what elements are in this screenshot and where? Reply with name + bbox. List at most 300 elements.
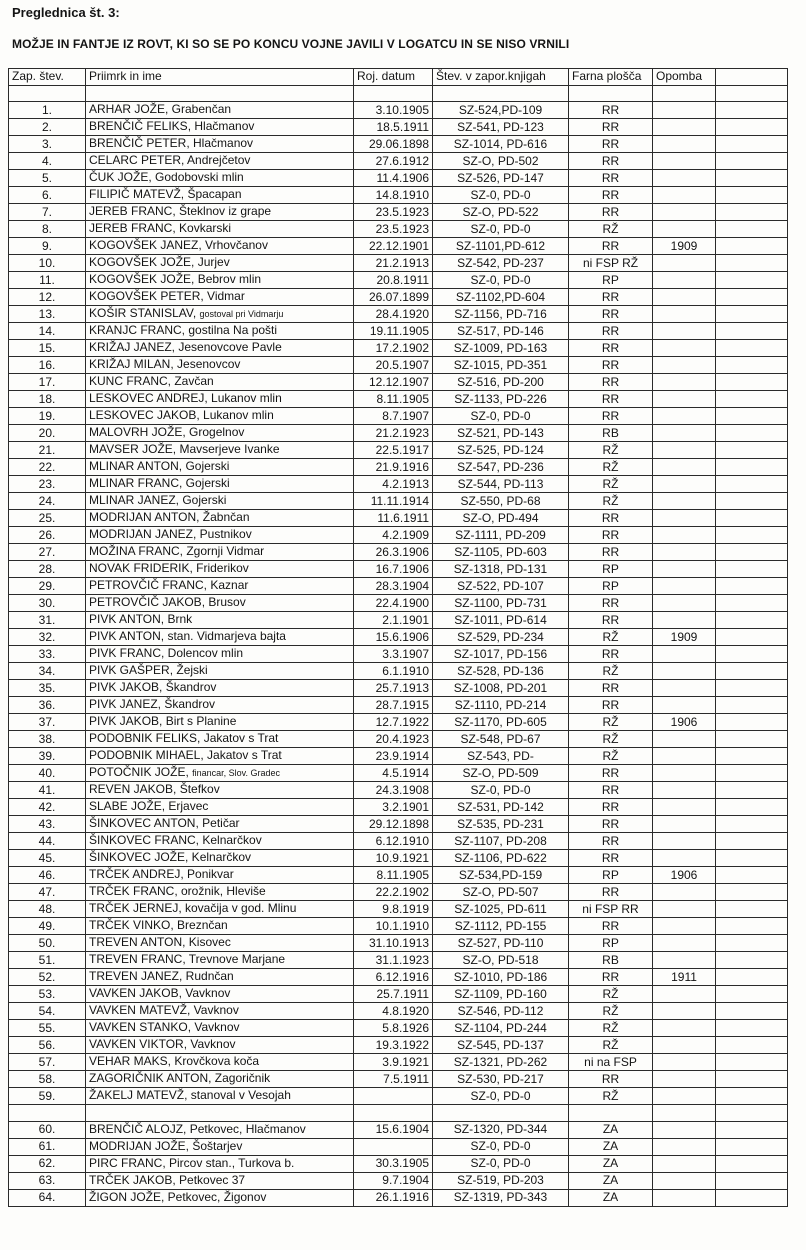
row-prison-record-text: SZ-O, PD-518 [462, 952, 539, 967]
row-name-text: FILIPIČ MATEVŽ, Špacapan [89, 187, 242, 201]
row-birthdate [354, 867, 433, 884]
row-birthdate [354, 901, 433, 918]
row-name-text: PIVK JANEZ, Škandrov [89, 697, 216, 711]
table-body [9, 102, 788, 1207]
row-birthdate [354, 1020, 433, 1037]
row-birthdate-text: 3.3.1907 [382, 646, 429, 661]
table-row [9, 578, 788, 595]
row-prison-record [433, 867, 569, 884]
row-note [653, 697, 716, 714]
row-parish-plaque [569, 221, 653, 238]
row-number [9, 578, 86, 595]
row-parish-plaque-text: RR [601, 595, 620, 610]
row-note [653, 782, 716, 799]
row-birthdate-text: 20.4.1923 [375, 731, 429, 746]
row-number [9, 714, 86, 731]
row-birthdate-text: 17.2.1902 [375, 340, 429, 355]
row-prison-record [433, 595, 569, 612]
row-number-text: 19. [38, 408, 56, 423]
row-parish-plaque [569, 544, 653, 561]
row-prison-record [433, 1020, 569, 1037]
row-number-text: 12. [38, 289, 56, 304]
row-prison-record [433, 1172, 569, 1189]
row-number-text: 31. [38, 612, 56, 627]
row-prison-record [433, 527, 569, 544]
row-note [653, 986, 716, 1003]
row-prison-record [433, 969, 569, 986]
row-number-text: 63. [38, 1173, 56, 1187]
row-number-text: 64. [38, 1190, 56, 1204]
row-prison-record-text: SZ-0, PD-0 [470, 1139, 531, 1153]
row-parish-plaque-text: RR [601, 527, 620, 542]
row-parish-plaque-text: RR [601, 1071, 620, 1086]
row-note [653, 595, 716, 612]
table-row [9, 816, 788, 833]
row-note [653, 476, 716, 493]
row-name [86, 833, 354, 850]
row-name-text: VAVKEN JAKOB, Vavknov [89, 986, 231, 1000]
row-note [653, 1155, 716, 1172]
row-note [653, 1054, 716, 1071]
row-number [9, 850, 86, 867]
row-prison-record [433, 1071, 569, 1088]
row-name [86, 629, 354, 646]
row-birthdate-text: 3.10.1905 [375, 102, 429, 117]
row-birthdate [354, 884, 433, 901]
row-number-text: 37. [38, 714, 56, 729]
row-prison-record-text: SZ-0, PD-0 [470, 408, 531, 423]
table-row [9, 799, 788, 816]
row-name [86, 850, 354, 867]
row-blank [716, 697, 788, 714]
row-birthdate-text: 24.3.1908 [375, 782, 429, 797]
row-name-text: KRANJC FRANC, gostilna Na pošti [89, 323, 278, 337]
row-parish-plaque [569, 697, 653, 714]
row-prison-record-text: SZ-1015, PD-351 [453, 357, 548, 372]
table-caption: Preglednica št. 3: [12, 5, 120, 20]
row-birthdate-text: 5.8.1926 [382, 1020, 429, 1035]
row-prison-record [433, 1121, 569, 1138]
table-row [9, 459, 788, 476]
row-parish-plaque-text: RR [601, 816, 620, 831]
row-name [86, 561, 354, 578]
row-birthdate [354, 238, 433, 255]
row-parish-plaque-text: RP [602, 867, 619, 882]
row-prison-record [433, 136, 569, 153]
row-prison-record-text: SZ-1156, PD-716 [454, 306, 547, 321]
row-parish-plaque [569, 1189, 653, 1206]
row-birthdate-text: 8.11.1905 [376, 867, 429, 882]
row-prison-record-text: SZ-524,PD-109 [458, 102, 543, 117]
row-birthdate-text: 20.8.1911 [376, 272, 429, 287]
row-number [9, 918, 86, 935]
row-parish-plaque [569, 119, 653, 136]
row-prison-record-text: SZ-1008, PD-201 [453, 680, 548, 695]
row-name [86, 952, 354, 969]
row-name-text: TRČEK ANDREJ, Ponikvar [89, 867, 234, 881]
row-prison-record-text: SZ-1025, PD-611 [454, 901, 547, 916]
row-number [9, 867, 86, 884]
row-number [9, 1138, 86, 1155]
row-prison-record [433, 357, 569, 374]
row-name [86, 1054, 354, 1071]
row-birthdate [354, 153, 433, 170]
row-parish-plaque-text: RR [601, 697, 620, 712]
table-row [9, 986, 788, 1003]
row-blank [716, 459, 788, 476]
row-name-text: PIVK GAŠPER, Žejski [89, 663, 208, 677]
row-blank [716, 357, 788, 374]
row-name [86, 595, 354, 612]
row-prison-record-text: SZ-O, PD-509 [462, 765, 539, 780]
row-parish-plaque [569, 408, 653, 425]
row-number [9, 595, 86, 612]
row-birthdate-text: 4.5.1914 [382, 765, 429, 780]
row-note [653, 1121, 716, 1138]
row-name [86, 1189, 354, 1206]
row-parish-plaque [569, 1088, 653, 1105]
row-birthdate-text: 23.5.1923 [375, 204, 429, 219]
row-prison-record-text: SZ-1320, PD-344 [453, 1122, 548, 1136]
table-row [9, 136, 788, 153]
row-birthdate [354, 918, 433, 935]
row-number-text: 50. [38, 935, 56, 950]
row-prison-record-text: SZ-1102,PD-604 [455, 289, 546, 304]
row-birthdate [354, 527, 433, 544]
row-number-text: 54. [38, 1003, 56, 1018]
row-name-text: TRČEK JAKOB, Petkovec 37 [89, 1172, 246, 1187]
row-birthdate-text: 3.2.1901 [382, 799, 429, 814]
row-name-text: MODRIJAN JOŽE, Šoštarjev [89, 1138, 243, 1153]
row-parish-plaque [569, 612, 653, 629]
row-parish-plaque-text: RŽ [602, 1088, 619, 1103]
row-birthdate-text: 10.9.1921 [375, 850, 429, 865]
row-parish-plaque-text: ZA [602, 1156, 619, 1170]
row-birthdate [354, 680, 433, 697]
row-parish-plaque-text: RŽ [602, 629, 619, 644]
table-row [9, 204, 788, 221]
row-blank [716, 680, 788, 697]
row-note [653, 493, 716, 510]
row-number [9, 1020, 86, 1037]
row-name [86, 1155, 354, 1172]
row-number [9, 1189, 86, 1206]
table-row [9, 952, 788, 969]
row-number [9, 1003, 86, 1020]
row-name-text: ŠINKOVEC ANTON, Petičar [89, 816, 240, 830]
row-birthdate [354, 731, 433, 748]
row-prison-record-text: SZ-1111, PD-209 [455, 527, 546, 542]
row-parish-plaque [569, 527, 653, 544]
row-birthdate-text: 18.5.1911 [376, 119, 429, 134]
row-parish-plaque-text: RŽ [602, 986, 619, 1001]
row-name-text: TRČEK JERNEJ, kovačija v god. Mlinu [89, 901, 297, 915]
row-prison-record-text: SZ-544, PD-113 [457, 476, 544, 491]
row-parish-plaque [569, 1020, 653, 1037]
row-number-text: 58. [38, 1071, 56, 1086]
row-number [9, 153, 86, 170]
row-number-text: 11. [39, 272, 55, 287]
table-row [9, 510, 788, 527]
table-row [9, 476, 788, 493]
row-birthdate-text: 26.3.1906 [375, 544, 429, 559]
row-name [86, 765, 354, 782]
row-number [9, 136, 86, 153]
row-parish-plaque [569, 680, 653, 697]
row-parish-plaque-text: RŽ [602, 493, 619, 508]
row-prison-record-text: SZ-526, PD-147 [457, 170, 544, 185]
row-number-text: 24. [38, 493, 56, 508]
row-name-text: PODOBNIK MIHAEL, Jakatov s Trat [89, 748, 282, 762]
row-blank [716, 629, 788, 646]
row-name-text: BRENČIČ FELIKS, Hlačmanov [89, 119, 255, 133]
table-row [9, 1037, 788, 1054]
table-row [9, 1003, 788, 1020]
row-prison-record [433, 374, 569, 391]
row-number [9, 493, 86, 510]
row-parish-plaque [569, 323, 653, 340]
row-note [653, 731, 716, 748]
row-prison-record-text: SZ-0, PD-0 [470, 187, 531, 202]
row-blank [716, 153, 788, 170]
row-birthdate-text: 11.6.1911 [377, 510, 429, 525]
row-blank [716, 561, 788, 578]
row-prison-record-text: SZ-548, PD-67 [460, 731, 541, 746]
row-note [653, 1037, 716, 1054]
table-row [9, 1054, 788, 1071]
row-blank [716, 1138, 788, 1155]
row-number-text: 42. [38, 799, 56, 814]
row-name-text: PIVK FRANC, Dolencov mlin [89, 646, 244, 660]
row-birthdate [354, 986, 433, 1003]
row-note [653, 884, 716, 901]
row-parish-plaque [569, 476, 653, 493]
row-birthdate-text: 21.9.1916 [375, 459, 429, 474]
table-row [9, 731, 788, 748]
row-number-text: 18. [38, 391, 56, 406]
row-parish-plaque-text: RR [601, 136, 620, 151]
table-row [9, 119, 788, 136]
row-prison-record [433, 306, 569, 323]
row-note [653, 1071, 716, 1088]
row-parish-plaque [569, 748, 653, 765]
row-blank [716, 901, 788, 918]
row-parish-plaque [569, 935, 653, 952]
row-number-text: 10. [38, 255, 56, 270]
row-birthdate-text: 26.07.1899 [368, 289, 429, 304]
row-note [653, 1189, 716, 1206]
row-name [86, 969, 354, 986]
row-parish-plaque [569, 1054, 653, 1071]
col-header-note: Opomba [653, 69, 716, 86]
row-prison-record [433, 731, 569, 748]
row-name [86, 357, 354, 374]
row-number [9, 408, 86, 425]
row-prison-record [433, 765, 569, 782]
row-blank [716, 374, 788, 391]
row-parish-plaque [569, 1003, 653, 1020]
row-parish-plaque-text: RR [601, 119, 620, 134]
row-number-text: 61. [38, 1139, 56, 1153]
row-blank [716, 646, 788, 663]
row-number [9, 731, 86, 748]
row-note [653, 578, 716, 595]
row-parish-plaque-text: RR [601, 833, 620, 848]
row-parish-plaque-text: RR [601, 238, 620, 253]
row-parish-plaque-text: RŽ [602, 714, 619, 729]
row-blank [716, 1020, 788, 1037]
row-birthdate [354, 935, 433, 952]
row-birthdate-text: 22.2.1902 [375, 884, 429, 899]
table-row [9, 357, 788, 374]
row-prison-record [433, 612, 569, 629]
row-note [653, 646, 716, 663]
row-birthdate-text: 29.12.1898 [368, 816, 429, 831]
row-parish-plaque [569, 969, 653, 986]
row-birthdate [354, 255, 433, 272]
row-parish-plaque [569, 272, 653, 289]
row-birthdate [354, 1155, 433, 1172]
row-note [653, 612, 716, 629]
row-parish-plaque [569, 340, 653, 357]
row-birthdate-text: 15.6.1906 [375, 629, 429, 644]
row-blank [716, 238, 788, 255]
row-parish-plaque-text: RR [601, 170, 620, 185]
row-blank [716, 799, 788, 816]
row-blank [716, 408, 788, 425]
row-parish-plaque-text: RR [601, 187, 620, 202]
row-blank [716, 476, 788, 493]
row-name [86, 476, 354, 493]
table-row [9, 765, 788, 782]
row-prison-record [433, 544, 569, 561]
row-name [86, 272, 354, 289]
row-parish-plaque [569, 782, 653, 799]
row-parish-plaque [569, 578, 653, 595]
row-parish-plaque [569, 986, 653, 1003]
row-birthdate-text: 28.7.1915 [375, 697, 429, 712]
row-name [86, 204, 354, 221]
table-row [9, 187, 788, 204]
row-parish-plaque [569, 663, 653, 680]
row-prison-record [433, 561, 569, 578]
row-birthdate-text: 31.1.1923 [375, 952, 429, 967]
row-birthdate-text: 10.1.1910 [375, 918, 429, 933]
row-name-text: ARHAR JOŽE, Grabenčan [89, 102, 232, 116]
row-prison-record [433, 476, 569, 493]
row-birthdate-text: 4.8.1920 [382, 1003, 429, 1018]
row-number [9, 969, 86, 986]
row-prison-record-text: SZ-546, PD-112 [457, 1003, 544, 1018]
row-blank [716, 612, 788, 629]
row-name-text: MAVSER JOŽE, Mavserjeve Ivanke [89, 442, 280, 456]
row-prison-record [433, 187, 569, 204]
row-parish-plaque-text: ni na FSP [584, 1054, 637, 1069]
row-prison-record [433, 1037, 569, 1054]
table-row [9, 544, 788, 561]
row-blank [716, 1037, 788, 1054]
row-prison-record-text: SZ-531, PD-142 [457, 799, 544, 814]
row-name [86, 408, 354, 425]
table-row [9, 374, 788, 391]
row-prison-record [433, 986, 569, 1003]
row-number [9, 476, 86, 493]
row-name [86, 493, 354, 510]
row-note [653, 765, 716, 782]
row-prison-record-text: SZ-1321, PD-262 [453, 1054, 548, 1069]
row-name-text: ŠINKOVEC JOŽE, Kelnarčkov [89, 850, 252, 864]
row-name [86, 374, 354, 391]
table-row [9, 340, 788, 357]
row-name-detail: gostoval pri Vidmarju [199, 309, 284, 319]
row-number [9, 782, 86, 799]
table-row [9, 527, 788, 544]
row-name-text: ŽIGON JOŽE, Petkovec, Žigonov [89, 1189, 267, 1204]
row-note [653, 357, 716, 374]
table-row [9, 425, 788, 442]
row-note [653, 629, 716, 646]
row-birthdate [354, 595, 433, 612]
row-prison-record [433, 408, 569, 425]
row-birthdate [354, 765, 433, 782]
row-number-text: 28. [38, 561, 56, 576]
row-note [653, 255, 716, 272]
row-name-text: VEHAR MAKS, Krovčkova koča [89, 1054, 260, 1068]
table-row [9, 748, 788, 765]
row-blank [716, 714, 788, 731]
row-parish-plaque-text: RR [601, 544, 620, 559]
row-parish-plaque [569, 1172, 653, 1189]
row-name [86, 646, 354, 663]
row-name [86, 1138, 354, 1155]
row-birthdate [354, 323, 433, 340]
row-name-text: JEREB FRANC, Kovkarski [89, 221, 232, 235]
row-birthdate [354, 1037, 433, 1054]
row-prison-record [433, 748, 569, 765]
row-name [86, 255, 354, 272]
row-prison-record [433, 272, 569, 289]
row-birthdate [354, 357, 433, 374]
row-name-text: MODRIJAN JANEZ, Pustnikov [89, 527, 252, 541]
row-birthdate [354, 952, 433, 969]
row-number [9, 289, 86, 306]
row-name-text: VAVKEN STANKO, Vavknov [89, 1020, 240, 1034]
row-parish-plaque-text: RŽ [602, 731, 619, 746]
row-parish-plaque-text: RŽ [602, 1020, 619, 1035]
row-number [9, 221, 86, 238]
row-note [653, 221, 716, 238]
row-parish-plaque [569, 595, 653, 612]
row-name-text: PIVK ANTON, stan. Vidmarjeva bajta [89, 629, 286, 643]
row-name-text: TRČEK VINKO, Breznčan [89, 918, 228, 932]
row-number-text: 43. [38, 816, 56, 831]
row-note-text: 1906 [670, 714, 698, 729]
row-number-text: 4. [41, 153, 52, 168]
row-birthdate [354, 833, 433, 850]
row-parish-plaque [569, 765, 653, 782]
row-number [9, 391, 86, 408]
row-birthdate-text: 28.3.1904 [375, 578, 429, 593]
row-number [9, 901, 86, 918]
row-number-text: 3. [41, 136, 52, 151]
row-prison-record-text: SZ-1011, PD-614 [454, 612, 547, 627]
col-header-parish-plaque: Farna plošča [569, 69, 653, 86]
row-number-text: 36. [38, 697, 56, 712]
row-note [653, 187, 716, 204]
row-number-text: 9. [41, 238, 52, 253]
row-note [653, 952, 716, 969]
row-parish-plaque [569, 884, 653, 901]
